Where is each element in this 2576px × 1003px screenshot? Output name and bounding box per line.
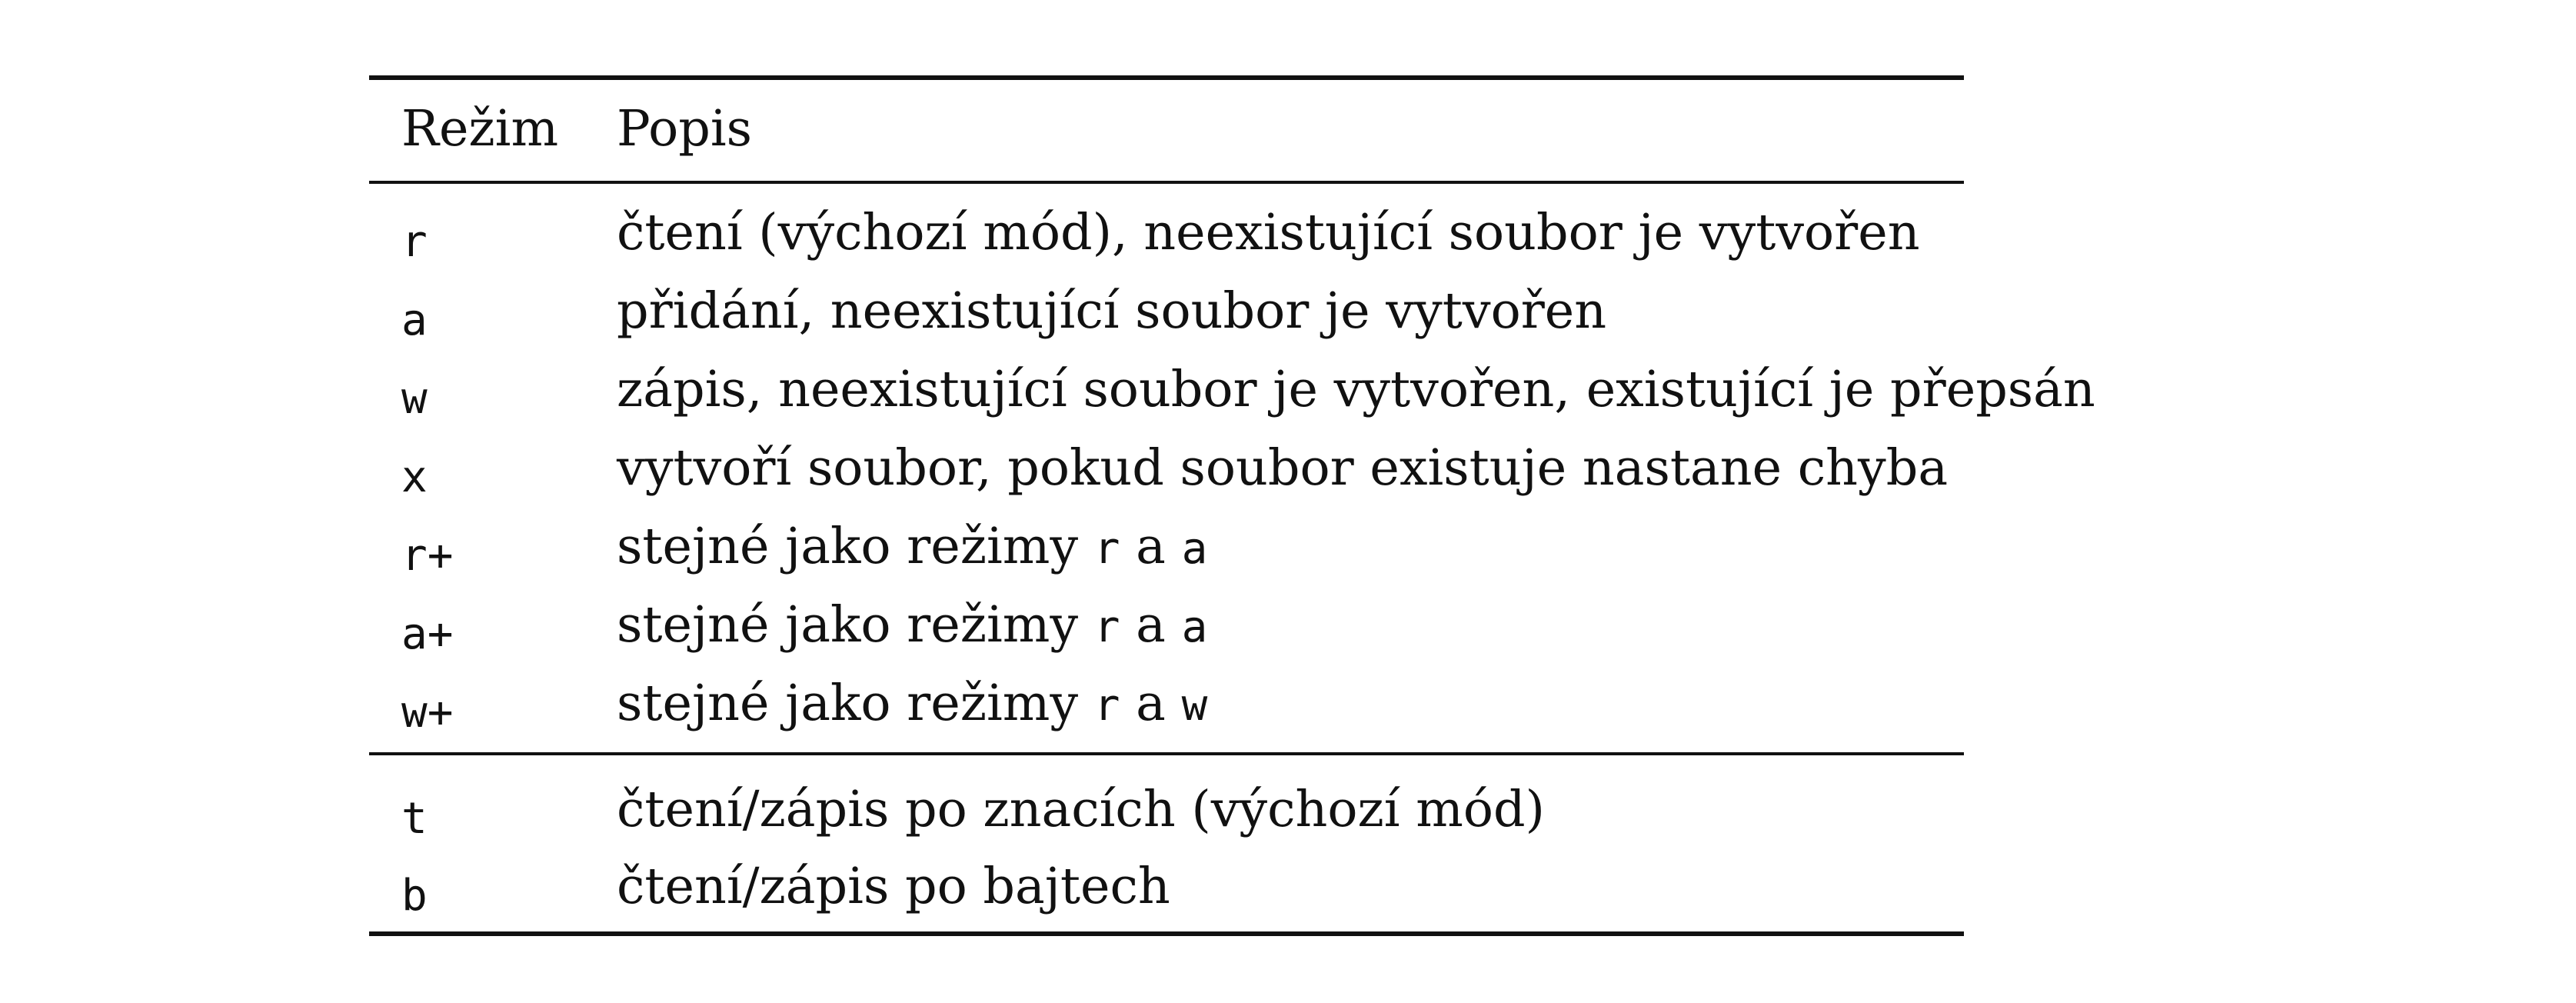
table-row	[369, 439, 1964, 520]
inline-code: r	[1093, 524, 1120, 574]
description-text: stejné jako režimy	[617, 675, 1094, 732]
mode-cell: a+	[401, 609, 454, 659]
table-row	[369, 858, 1964, 938]
inline-code: r	[1093, 602, 1120, 652]
description-text: stejné jako režimy	[617, 596, 1094, 654]
mode-cell: b	[401, 871, 428, 921]
mode-cell: w	[401, 374, 428, 424]
description-cell: přidání, neexistující soubor je vytvořen	[617, 282, 1607, 340]
description-cell	[617, 675, 1208, 732]
mode-cell: r+	[401, 531, 454, 581]
table-row	[369, 282, 1964, 363]
header-mode: Režim	[401, 100, 559, 158]
mode-cell: x	[401, 452, 428, 502]
table-row	[369, 204, 1964, 285]
inline-code: w	[1181, 681, 1208, 731]
description-cell: čtení/zápis po bajtech	[617, 858, 1170, 915]
conjunction-text: a	[1120, 675, 1182, 732]
inline-code: a	[1181, 524, 1208, 574]
table-header-rule	[369, 181, 1964, 184]
table-row	[369, 596, 1964, 677]
mode-cell: w+	[401, 688, 454, 738]
description-cell	[617, 518, 1208, 575]
header-description: Popis	[617, 100, 752, 158]
inline-code: r	[1093, 681, 1120, 731]
table-bottom-rule	[369, 931, 1964, 936]
mode-cell: r	[401, 217, 428, 267]
description-cell: zápis, neexistující soubor je vytvořen, existující je přepsán	[617, 361, 2095, 418]
conjunction-text: a	[1120, 596, 1182, 654]
description-cell	[617, 596, 1208, 654]
table-group-rule	[369, 752, 1964, 755]
table-row	[369, 361, 2095, 442]
description-text: stejné jako režimy	[617, 518, 1094, 575]
inline-code: a	[1181, 602, 1208, 652]
description-cell: čtení (výchozí mód), neexistující soubor je vytvořen	[617, 204, 1920, 262]
table-row	[369, 518, 1964, 598]
mode-cell: t	[401, 794, 428, 844]
description-cell: čtení/zápis po znacích (výchozí mód)	[617, 781, 1545, 838]
table-header-row	[369, 101, 1964, 178]
conjunction-text: a	[1120, 518, 1182, 575]
description-cell: vytvoří soubor, pokud soubor existuje nastane chyba	[617, 439, 1949, 497]
mode-cell: a	[401, 295, 428, 345]
table-row	[369, 781, 1964, 861]
table-top-rule	[369, 75, 1964, 80]
table-row	[369, 675, 1964, 755]
